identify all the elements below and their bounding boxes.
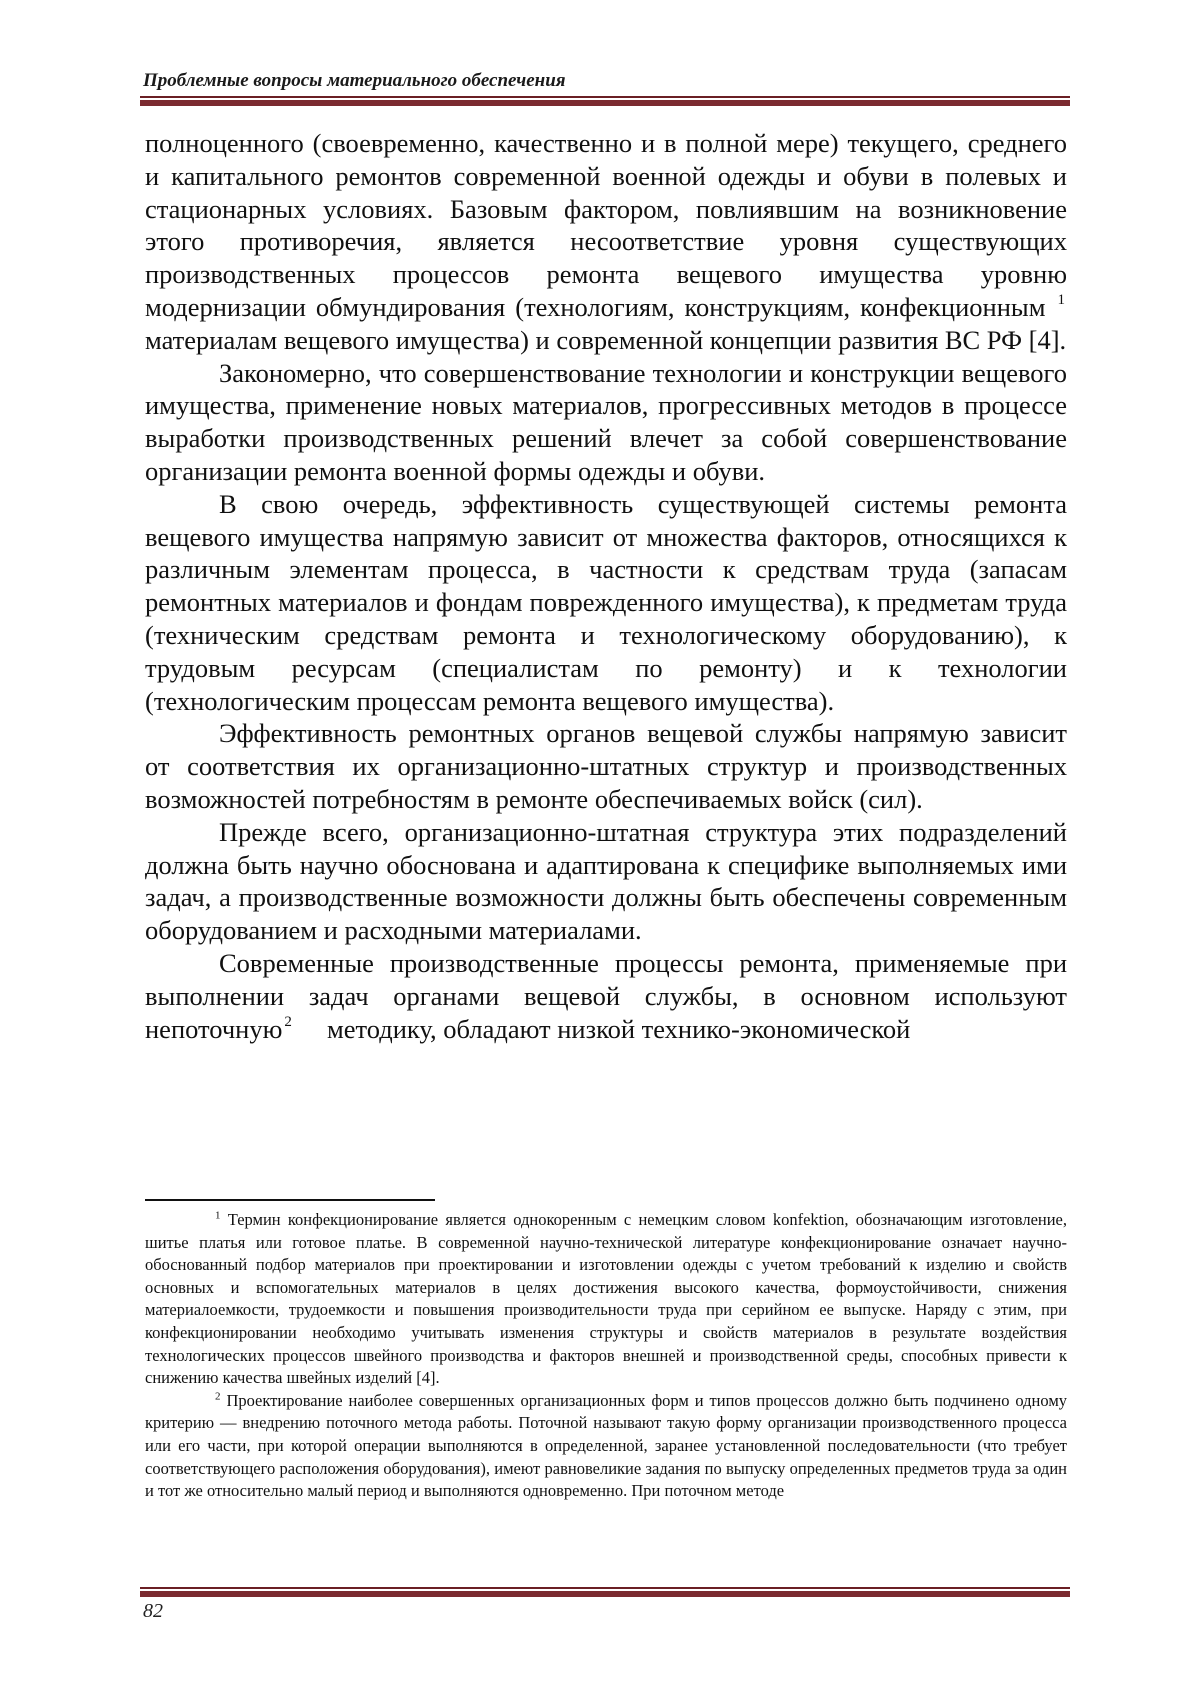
footnotes xyxy=(145,1209,1067,1503)
paragraph-3: В свою очередь, эффективность существующей системы ремонта вещевого имущества напрямую зависит от множества факторов, относящихся к различным элементам процесса, в частности к средствам труда (запасам ремонтных материалов и фондам поврежденного имущества), к предметам труда (техническим средствам ремонта и технологическому оборудованию), к трудовым ресурсам (специалистам по ремонту) и к технологии (технологическим процессам ремонта вещевого имущества). xyxy=(145,488,1067,716)
footnote-ref-2[interactable]: 2 xyxy=(284,1013,292,1030)
footnote-2: $^2$ Проектирование наиболее совершенных организационных форм и типов процессов должно быть подчинено одному критерию — внедрению поточного метода работы. Поточной называют такую форму организации производственного процесса или его части, при которой операции выполняются в определенной, заранее установленной последовательности (что требует соответствующего расположения оборудования), имеют равновеликие задания по выпуску определенных предметов труда за один и тот же относительно малый период и выполняются одновременно. При поточном методе xyxy=(145,1390,1068,1501)
main-text xyxy=(145,127,1067,1045)
paragraph-5: Прежде всего, организационно-штатная структура этих подразделений должна быть научно обоснована и адаптирована к специфике выполняемых ими задач, а производственные возможности должны быть обеспечены современным оборудованием и расходными материалами. xyxy=(145,816,1067,946)
paragraph-1: полноценного (своевременно, качественно и в полной мере) текущего, среднего и капитального ремонтов современной военной одежды и обуви в полевых и стационарных условиях. Базовым фактором, повлиявшим на возникновение этого противоречия, является несоответствие уровня существующих производственных процессов ремонта вещевого имущества уровню модернизации обмундирования (технологиям, конструкциям, конфекционным $^1$ материалам вещевого имущества) и современной концепции развития ВС РФ [4]. xyxy=(145,128,1067,355)
paragraph-2: Закономерно, что совершенствование технологии и конструкции вещевого имущества, применение новых материалов, прогрессивных методов в процессе выработки производственных решений влечет за собой совершенствование организации ремонта военной формы одежды и обуви. xyxy=(145,357,1067,486)
paragraph-4: Эффективность ремонтных органов вещевой службы напрямую зависит от соответствия их организационно-штатных структур и производственных возможностей потребностям в ремонте обеспечиваемых войск (сил). xyxy=(145,718,1067,814)
footnote-separator xyxy=(145,1199,435,1201)
footnote-1: $^1$ Термин конфекционирование является однокоренным с немецким словом konfektion, обозначающим изготовление, шитье платья или готовое платье. В современной научно-технической литературе конфекционирование означает научно-обоснованный подбор материалов при проектировании и изготовлении одежды с учетом требований к изделию и свойств основных и вспомогательных материалов в целях достижения высокого качества, формоустойчивости, снижения материалоемкости, трудоемкости и повышения производительности труда при серийном ее выпуске. Наряду с этим, при конфекционировании необходимо учитывать изменения структуры и свойств материалов в результате воздействия технологических процессов швейного производства и факторов внешней и производственной среды, способных привести к снижению качества швейных изделий [4]. xyxy=(145,1209,1068,1388)
footnote-ref-1[interactable]: 1 xyxy=(1057,292,1066,309)
running-header: Проблемные вопросы материального обеспечения xyxy=(143,70,566,91)
footnote-1-mark: 1 xyxy=(215,1209,221,1222)
page-number: 82 xyxy=(143,1600,163,1622)
paragraph-6: Современные производственные процессы ремонта, применяемые при выполнении задач органами вещевой службы, в основном используют непоточную $^2$ методику, обладают низкой технико-экономической xyxy=(145,947,1067,1044)
header-rule xyxy=(140,96,1070,106)
footnote-2-mark: 2 xyxy=(215,1390,221,1403)
footer-rule xyxy=(140,1587,1070,1597)
